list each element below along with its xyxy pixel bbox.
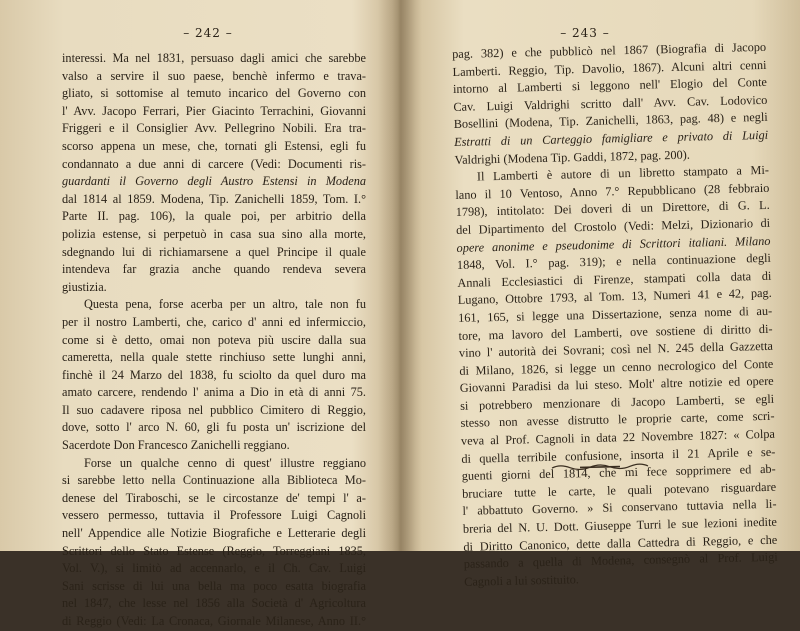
text-line: Friggeri e il Consiglier Avv. Pellegrino Nobili. Era tra- <box>62 121 366 136</box>
text-line: nell' Appendice alle Notizie Biografiche e Letterarie degli <box>62 526 366 541</box>
text-line: stesso non avesse distrutto le proprie carte, come scri- <box>460 409 775 431</box>
text-line: Giovanni Paradisi da lui steso. Molt' altre notizie ed opere <box>459 374 774 396</box>
text-line: Lugano, Ottobre 1793, al Tom. 13, Numeri 41 e 42, pag. <box>457 286 772 308</box>
text-line: l' abbattuto Governo. » Si conservano tuttavia nella li- <box>462 497 777 519</box>
text-line: cameretta, nella quale stette rinchiuso sette lunghi anni, <box>62 350 366 365</box>
text-line: tore, ma lavoro del Lamberti, ove sostiene di diritto di- <box>458 321 773 343</box>
text-line: dove, sotto l' arco N. 60, gli fu posta un' iscrizione del <box>62 420 366 435</box>
text-line: Estratti di un Carteggio famigliare e privato di Luigi <box>454 127 769 149</box>
text-line: denese del Tiraboschi, se le circostanze de' tempi l' a- <box>62 490 366 505</box>
text-line: veva al Prof. Cagnoli in data 22 Novembre 1827: « Colpa <box>460 426 776 448</box>
text-line: intendeva far grazia anche quando rendeva severa <box>62 262 366 277</box>
text-line: Cagnoli a lui sostituito. <box>463 572 580 589</box>
page-number-left: – 242 – <box>183 26 233 40</box>
text-line: bruciare tutte le carte, le quali potevano risguardare <box>462 479 777 501</box>
right-page <box>400 0 800 589</box>
text-line: Valdrighi (Modena Tip. Gaddi, 1872, pag. 200). <box>454 147 691 167</box>
text-line: Parte II. pag. 106), la quale poi, per arbitrio della <box>62 209 366 224</box>
text-line: Il suo cadavere riposa nel pubblico Cimitero di Reggio, <box>62 402 366 417</box>
text-line: di Diritto Canonico, dette dalla Cattedra di Reggio, e che <box>463 532 778 554</box>
text-line: lano il 10 Ventoso, Anno 7.° Repubblicano (28 febbraio <box>455 180 770 202</box>
left-page-text <box>62 50 366 631</box>
text-line: vino l' autorità dei Sovrani; così nel N. 245 della Gazzetta <box>458 338 774 361</box>
text-line: sdegnando lui di richiamarsene a quel Principe il quale <box>62 244 366 259</box>
text-line: per il nostro Lamberti, che, carico d' anni ed infermiccio, <box>62 314 366 329</box>
text-line: Lamberti. Reggio, Tip. Davolio, 1867). Alcuni altri cenni <box>452 57 767 79</box>
text-line: Annali Ecclesiastici di Firenze, stampati colla data di <box>457 268 772 290</box>
text-line: Sacerdote Don Francesco Zanichelli reggiano. <box>62 438 290 453</box>
text-line: vessero permesso, tuttavia il Professore Luigi Cagnoli <box>62 508 366 523</box>
left-page <box>0 0 396 628</box>
text-line: giustizia. <box>62 279 107 294</box>
text-line: 1798), intitolato: Dei doveri di un Direttore, di G. L. <box>455 198 770 220</box>
text-line: si sarebbe letto nella Continuazione alla Biblioteca Mo- <box>62 473 366 488</box>
text-line: Il Lamberti è autore di un libretto stampato a Mi- <box>476 163 770 184</box>
text-line: Forse un qualche cenno di quest' illustre reggiano <box>84 455 366 470</box>
text-line: 1848, Vol. I.° pag. 319); e nella continuazione degli <box>456 250 772 273</box>
text-line: di quella terribile confusione, insorta il 21 Aprile e se- <box>461 444 776 466</box>
text-line: Vol. V.), si limitò ad accennarlo, e il Ch. Cav. Luigi <box>62 561 366 576</box>
text-line: intorno al Lamberti si leggono nell' Elogio del Conte <box>452 75 768 97</box>
text-line: scorso appena un mese, che, tornati gli Estensi, egli fu <box>62 138 366 153</box>
text-line: Scrittori dello Stato Estense (Reggio, Torreggiani 1835, <box>62 543 366 558</box>
text-line: del Dipartimento del Crostolo (Vedi: Melzi, Dizionario di <box>456 215 771 237</box>
text-line: opere anonime e pseudonime di Scrittori italiani. Milano <box>456 233 771 255</box>
text-line: finchè il 24 Marzo del 1838, fu sciolto da quel duro ma <box>62 367 366 382</box>
text-line: dal 1814 al 1859. Modena, Tip. Zanichelli 1859, Tom. I.° <box>62 191 366 206</box>
text-line: Sani scrisse di lui una bella ma poco esatta biografia <box>62 578 366 593</box>
right-page-text <box>452 39 778 591</box>
text-line: amato carcere, rendendo l' anima a Dio in età di anni 75. <box>62 385 366 400</box>
text-line: breria del N. U. Dott. Giuseppe Turri le sue lezioni inedite <box>462 514 778 536</box>
text-line: condannato a due anni di carcere (Vedi: Documenti ris- <box>62 156 366 171</box>
text-line: 161, 165, si legge una Dissertazione, senza nome di au- <box>458 303 773 325</box>
text-line: di Milano, 1826, si legge un cenno necrologico del Conte <box>459 356 774 378</box>
text-line: pag. 382) e che pubblicò nel 1867 (Biografia di Jacopo <box>452 39 767 61</box>
page-number-right: – 243 – <box>560 26 610 40</box>
text-line: l' Avv. Jacopo Ferrari, Pier Giacinto Terrachini, Giovanni <box>62 103 366 118</box>
text-line: si potrebbero menzionare di Jacopo Lamberti, se egli <box>460 391 775 413</box>
text-line: come si è detto, omai non poteva più uscire dalla sua <box>62 332 366 347</box>
text-line: guardanti il Governo degli Austro Estensi in Modena <box>62 174 366 189</box>
text-line: valso a servire il suo paese, benchè infermo e trava- <box>62 68 366 83</box>
text-line: di Reggio (Vedi: La Cronaca, Giornale Milanese, Anno II.° <box>62 614 366 628</box>
text-line: Bosellini (Modena, Tip. Zanichelli, 1863, pag. 48) e negli <box>453 110 768 132</box>
text-line: guenti giorni del 1814, che mi fece sopprimere ed ab- <box>461 462 776 484</box>
text-line: interessi. Ma nel 1831, persuaso dagli amici che sarebbe <box>62 51 366 65</box>
text-line: polizia estense, si perpetuò in casa sua sino alla morte, <box>62 226 366 241</box>
text-line: Questa pena, forse acerba per un altro, tale non fu <box>84 297 366 312</box>
text-line: Cav. Luigi Valdrighi scritto dall' Avv. Cav. Lodovico <box>453 92 768 114</box>
text-line: nel 1847, che lesse nel 1856 alla Società d' Agricoltura <box>62 596 366 611</box>
text-line: gliato, si sottomise al temuto incarico del Governo con <box>62 86 366 101</box>
text-line: passando a quella di Modena, consegnò al Prof. Luigi <box>463 549 778 572</box>
